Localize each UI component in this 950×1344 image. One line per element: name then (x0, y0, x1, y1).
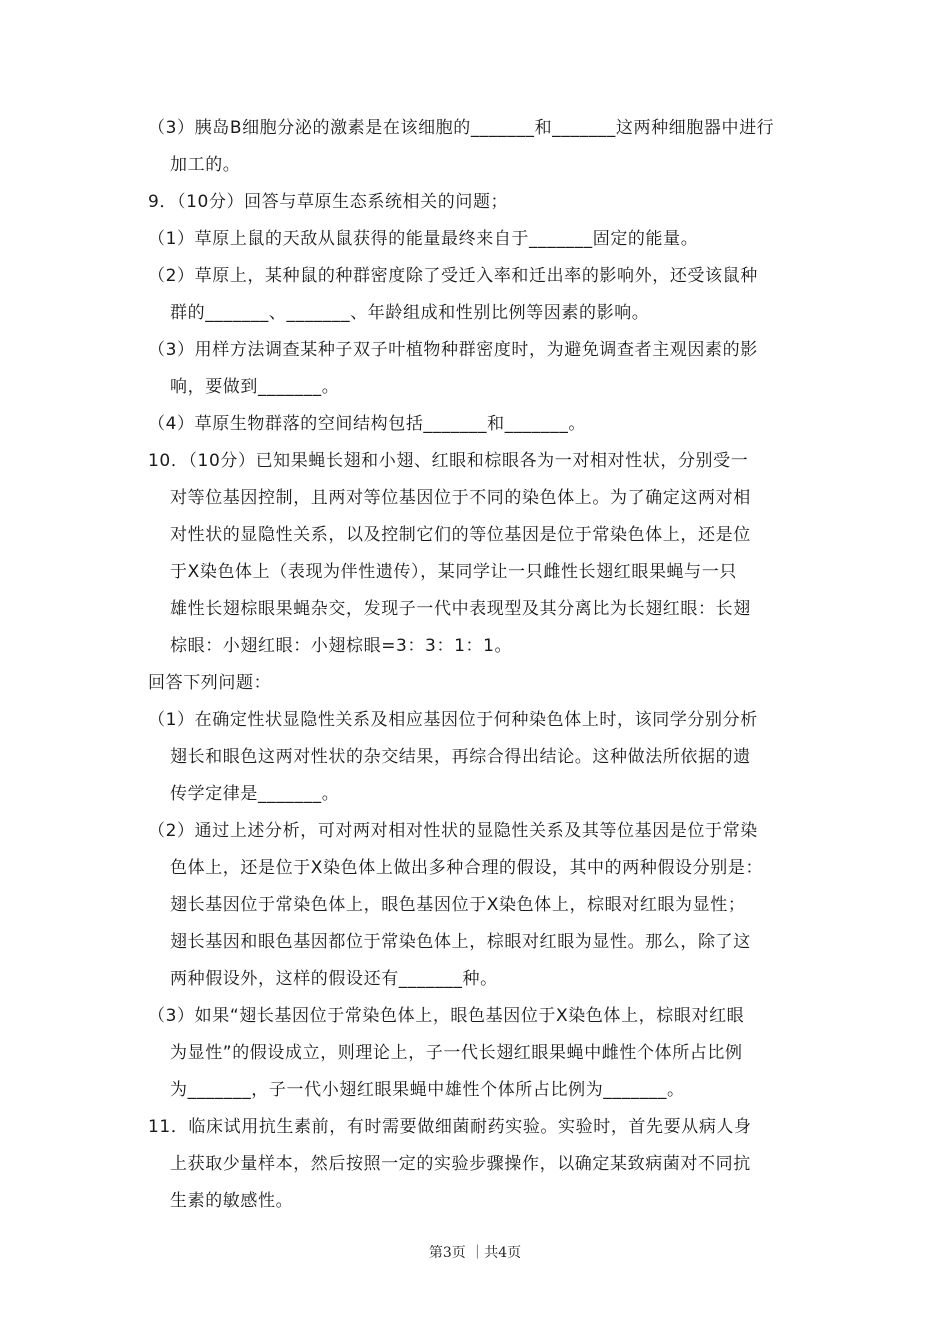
q10-part2-line2: 色体上，还是位于X染色体上做出多种合理的假设，其中的两种假设分别是： (170, 858, 764, 878)
q10-part2-line3: 翅长基因位于常染色体上，眼色基因位于X染色体上，棕眼对红眼为显性； (170, 895, 746, 915)
q10-heading-line1: 10．（10分）已知果蝇长翅和小翅、红眼和棕眼各为一对相对性状，分别受一 (148, 451, 749, 471)
q8-part3-line2: 加工的。 (170, 155, 241, 175)
q10-part3-line2: 为显性”的假设成立，则理论上，子一代长翅红眼果蝇中雌性个体所占比例 (170, 1043, 743, 1063)
q10-prompt: 回答下列问题： (148, 673, 272, 693)
q10-part1-line3: 传学定律是_______。 (170, 784, 340, 804)
q9-part2-line2: 群的_______、_______、年龄组成和性别比例等因素的影响。 (170, 303, 650, 323)
q10-heading-line3: 对性状的显隐性关系，以及控制它们的等位基因是位于常染色体上，还是位 (170, 525, 751, 545)
page-footer: 第3页 ｜共4页 (428, 1245, 522, 1261)
q10-heading-line5: 雄性长翅棕眼果蝇杂交，发现子一代中表现型及其分离比为长翅红眼：长翅 (170, 599, 751, 619)
q10-part1-line2: 翅长和眼色这两对性状的杂交结果，再综合得出结论。这种做法所依据的遗 (170, 747, 751, 767)
q10-heading-line4: 于X染色体上（表现为伴性遗传），某同学让一只雌性长翅红眼果蝇与一只 (170, 562, 737, 582)
q9-part2-line1: （2）草原上，某种鼠的种群密度除了受迁入率和迁出率的影响外，还受该鼠种 (148, 266, 758, 286)
q9-part1: （1）草原上鼠的天敌从鼠获得的能量最终来自于_______固定的能量。 (148, 229, 699, 249)
q9-heading: 9．（10分）回答与草原生态系统相关的问题； (148, 192, 509, 212)
q9-part3-line1: （3）用样方法调查某种子双子叶植物种群密度时，为避免调查者主观因素的影 (148, 340, 758, 360)
q11-heading-line2: 上获取少量样本，然后按照一定的实验步骤操作，以确定某致病菌对不同抗 (170, 1154, 751, 1174)
q11-heading-line3: 生素的敏感性。 (170, 1191, 294, 1211)
q10-part2-line4: 翅长基因和眼色基因都位于常染色体上，棕眼对红眼为显性。那么，除了这 (170, 932, 751, 952)
q10-part1-line1: （1）在确定性状显隐性关系及相应基因位于何种染色体上时，该同学分别分析 (148, 710, 758, 730)
q10-part2-line1: （2）通过上述分析，可对两对相对性状的显隐性关系及其等位基因是位于常染 (148, 821, 758, 841)
q9-part3-line2: 响，要做到_______。 (170, 377, 340, 397)
q10-part2-line5: 两种假设外，这样的假设还有_______种。 (170, 969, 498, 989)
q10-heading-line2: 对等位基因控制，且两对等位基因位于不同的染色体上。为了确定这两对相 (170, 488, 751, 508)
q10-heading-line6: 棕眼：小翅红眼：小翅棕眼=3：3：1：1。 (170, 636, 513, 656)
q10-part3-line3: 为_______，子一代小翅红眼果蝇中雄性个体所占比例为_______。 (170, 1080, 685, 1100)
q10-part3-line1: （3）如果“翅长基因位于常染色体上，眼色基因位于X染色体上，棕眼对红眼 (148, 1006, 745, 1026)
q8-part3-line1: （3）胰岛B细胞分泌的激素是在该细胞的_______和_______这两种细胞器中进行 (148, 118, 775, 138)
q9-part4: （4）草原生物群落的空间结构包括_______和_______。 (148, 414, 587, 434)
q11-heading-line1: 11．临床试用抗生素前，有时需要做细菌耐药实验。实验时，首先要从病人身 (148, 1117, 752, 1137)
